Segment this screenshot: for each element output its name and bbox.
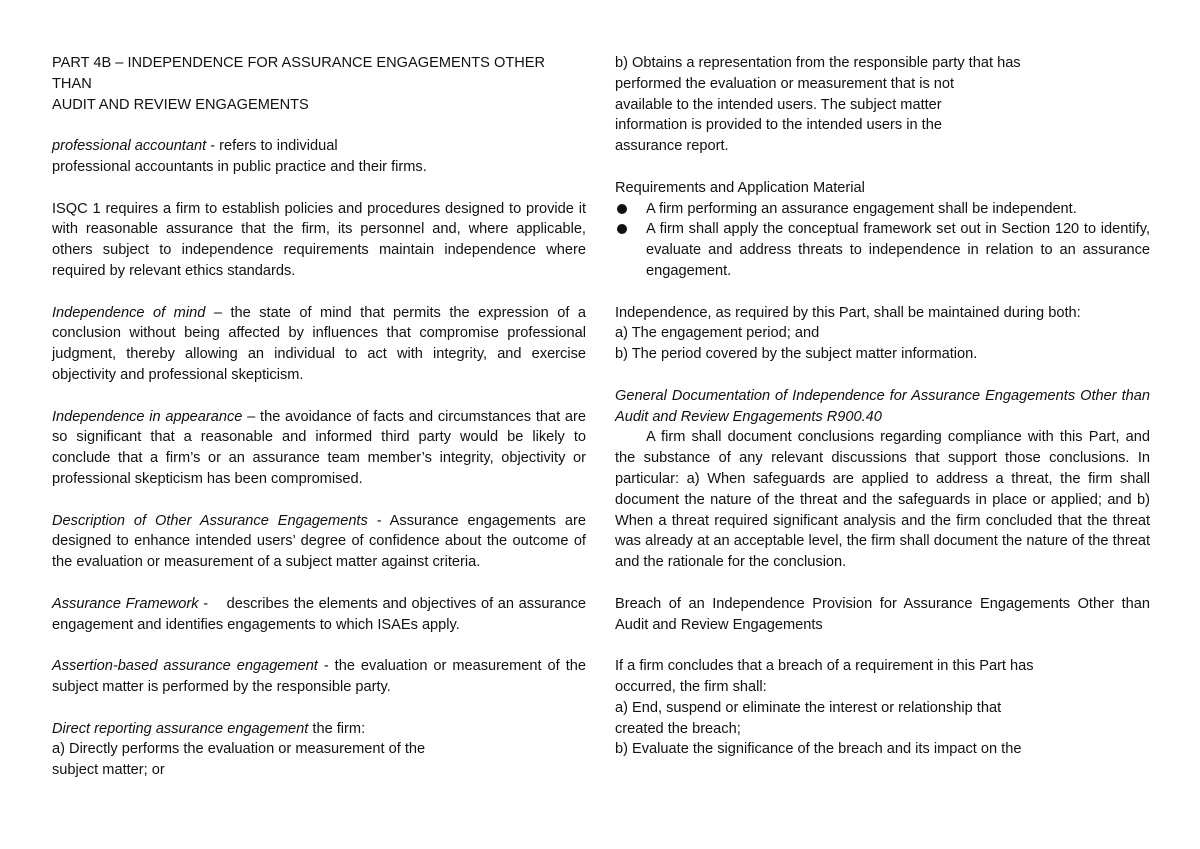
breach-line-4: created the breach; — [615, 720, 741, 737]
def-independence-of-mind — [52, 303, 586, 386]
maintained-a: a) The engagement period; and — [615, 325, 820, 342]
breach-line-3: a) End, suspend or eliminate the interest or relationship that — [615, 699, 1002, 716]
term-direct-reporting: Direct reporting assurance engagement — [52, 720, 309, 737]
def-assurance-framework — [52, 594, 591, 636]
obtains-line-2: performed the evaluation or measurement that is not — [615, 75, 955, 92]
direct-reporting-a-cont: subject matter; or — [52, 762, 165, 779]
def-professional-accountant-cont: professional accountants in public practice and their firms. — [52, 158, 427, 175]
part-heading-line-1: PART 4B – INDEPENDENCE FOR ASSURANCE ENGAGEMENTS OTHER THAN — [52, 55, 546, 92]
def-text: – the state of mind that permits the expression of a conclusion without being affected by influences that compromise professional judgment, thereby allowing an individual to act with integrity, and exercise objectivity and professional skepticism. — [52, 304, 586, 383]
left-column — [52, 53, 591, 781]
def-professional-accountant — [52, 136, 586, 157]
breach-line-1: If a firm concludes that a breach of a requirement in this Part has — [615, 658, 1034, 675]
def-direct-reporting — [52, 719, 586, 740]
def-text: - the evaluation or measurement of the subject matter is performed by the responsible party. — [52, 658, 586, 695]
def-other-assurance-engagements — [52, 511, 586, 573]
def-text: - describes the elements and objectives of an assurance engagement and identifies engagements to which ISAEs apply. — [52, 595, 591, 633]
def-independence-in-appearance — [52, 407, 586, 490]
breach-line-5: b) Evaluate the significance of the breach and its impact on the — [615, 741, 1022, 758]
def-text: – the avoidance of facts and circumstances that are so significant that a reasonable and informed third party would be likely to conclude that a firm’s or an assurance team member’s integrity, objectivity or professional skepticism has been compromised. — [52, 408, 587, 487]
obtains-line-5: assurance report. — [615, 138, 729, 155]
def-text: - Assurance engagements are designed to enhance intended users’ degree of confidence about the outcome of the evaluation or measurement of a subject matter against criteria. — [52, 512, 586, 571]
right-column — [615, 53, 1150, 760]
general-documentation-heading — [615, 386, 1150, 428]
breach-line-2: occurred, the firm shall: — [615, 678, 767, 695]
term-assurance-framework: Assurance Framework — [52, 595, 199, 612]
term-independence-in-appearance: Independence in appearance — [52, 408, 243, 425]
list-item — [615, 199, 1150, 220]
def-text: the firm: — [308, 720, 366, 737]
bullet-icon — [617, 204, 627, 214]
general-documentation-title: General Documentation of Independence for Assurance Engagements Other than Audit and Review Engagements R900.40 — [615, 387, 1150, 425]
maintained-b: b) The period covered by the subject matter information. — [615, 346, 978, 363]
def-assertion-based — [52, 656, 586, 698]
general-documentation-text: A firm shall document conclusions regarding compliance with this Part, and the substance of any relevant discussions that support those conclusions. In particular: a) When safeguards are applied to address a threat, the firm shall document the nature of the threat and the safeguards in place or applied; and b) When a threat required significant analysis and the firm concluded that the threat was already at an acceptable level, the firm shall document the nature of the threat and the rationale for the conclusion. — [615, 429, 1150, 571]
requirements-list — [615, 199, 1150, 282]
bullet-icon — [617, 224, 627, 234]
term-other-assurance-engagements: Description of Other Assurance Engagements — [52, 512, 368, 529]
requirements-heading: Requirements and Application Material — [615, 179, 865, 196]
list-item-text: A firm shall apply the conceptual framework set out in Section 120 to identify, evaluate and address threats to independence in relation to an assurance engagement. — [646, 221, 1150, 279]
isqc-paragraph: ISQC 1 requires a firm to establish policies and procedures designed to provide it with reasonable assurance that the firm, its personnel and, where applicable, others subject to independence requirements maintain independence where required by relevant ethics standards. — [52, 200, 586, 279]
breach-heading: Breach of an Independence Provision for Assurance Engagements Other than Audit and Review Engagements — [615, 595, 1150, 633]
term-assertion-based: Assertion-based assurance engagement — [52, 658, 318, 675]
list-item — [615, 219, 1150, 281]
term-professional-accountant: professional accountant — [52, 138, 207, 155]
direct-reporting-a: a) Directly performs the evaluation or measurement of the — [52, 741, 426, 758]
obtains-line-3: available to the intended users. The subject matter — [615, 96, 942, 113]
def-text: - refers to individual — [206, 138, 338, 155]
obtains-line-4: information is provided to the intended users in the — [615, 117, 942, 134]
list-item-text: A firm performing an assurance engagement shall be independent. — [646, 200, 1077, 217]
part-heading-line-2: AUDIT AND REVIEW ENGAGEMENTS — [52, 96, 309, 113]
obtains-line-1: b) Obtains a representation from the responsible party that has — [615, 55, 1021, 71]
maintained-intro: Independence, as required by this Part, shall be maintained during both: — [615, 304, 1081, 321]
term-independence-of-mind: Independence of mind — [52, 304, 206, 321]
